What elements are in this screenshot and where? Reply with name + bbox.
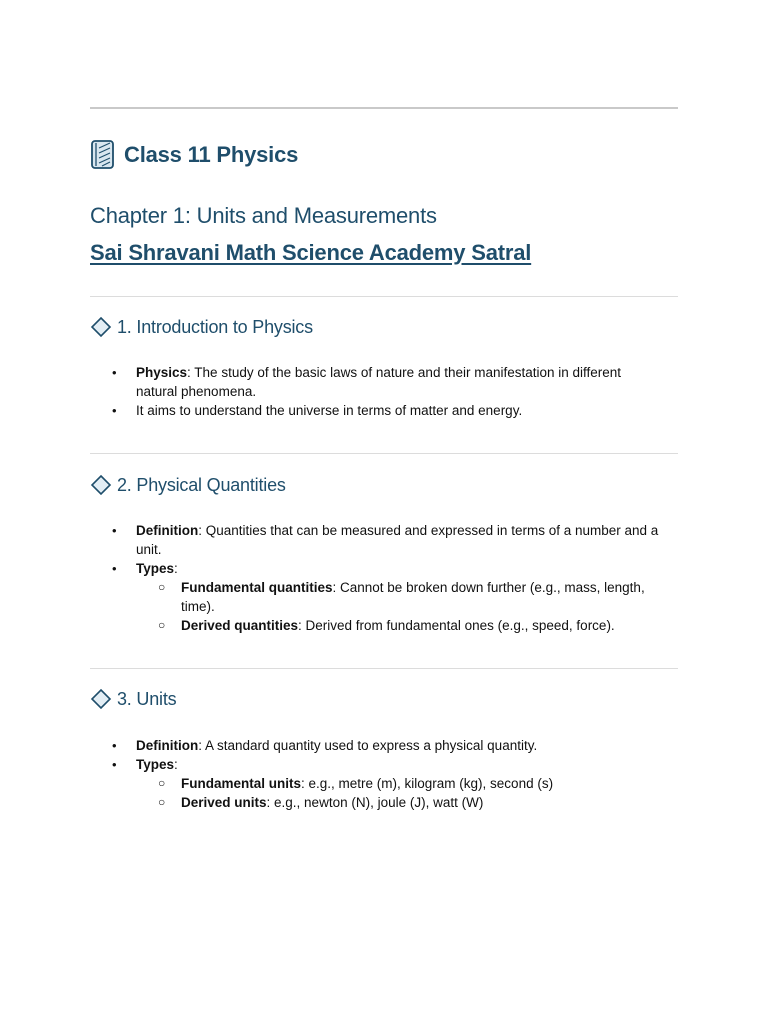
section-divider [90,453,678,454]
list-item-term: Physics [136,365,188,380]
bullet: • [112,365,117,380]
diamond-icon [90,688,112,710]
section-heading-3 [90,688,176,710]
list-item [90,521,678,559]
sub-bullet: ○ [158,776,166,790]
list-item [90,755,678,774]
section-1-list [90,363,678,420]
section-heading-2 [90,474,286,496]
list-item-term: Types [136,561,175,576]
sub-list-item [90,578,678,616]
list-item-text: : [174,561,178,576]
list-item-term: Definition [136,523,199,538]
list-item-text: : [174,757,178,772]
title-row [90,140,298,170]
list-item-term: Fundamental units [181,776,302,791]
section-divider [90,296,678,297]
list-item-term: Derived units [181,795,267,810]
list-item-text: : A standard quantity used to express a physical quantity. [198,738,538,753]
bullet: • [112,403,117,418]
list-item-term: Fundamental quantities [181,580,333,595]
sub-bullet: ○ [158,795,166,809]
sub-bullet: ○ [158,580,166,594]
sub-list-item [90,793,678,812]
section-heading-text: 2. Physical Quantities [117,474,286,495]
list-item-text: : Quantities that can be measured and expressed in terms of a number and a unit. [136,523,659,557]
chapter-heading: Chapter 1: Units and Measurements [90,203,437,228]
sub-list-item [90,616,678,635]
list-item-term: Definition [136,738,199,753]
bullet: • [112,738,117,753]
book-icon [90,140,116,170]
list-item-text: It aims to understand the universe in terms of matter and energy. [136,403,523,418]
sub-list-item [90,774,678,793]
academy-link[interactable]: Sai Shravani Math Science Academy Satral [90,240,532,265]
list-item-text: : e.g., newton (N), joule (J), watt (W) [266,795,484,810]
list-item-term: Derived quantities [181,618,299,633]
diamond-icon [90,316,112,338]
list-item [90,736,678,755]
list-item [90,401,678,420]
section-2-list [90,521,678,635]
sub-bullet: ○ [158,618,166,632]
list-item [90,363,678,401]
section-divider [90,668,678,669]
list-item-text: : Cannot be broken down further (e.g., mass, length, time). [181,580,645,614]
section-heading-text: 3. Units [117,688,177,709]
list-item-text: : The study of the basic laws of nature and their manifestation in different natural phenomena. [136,365,622,399]
list-item-text: : e.g., metre (m), kilogram (kg), second (s) [301,776,554,791]
section-3-list [90,736,678,812]
page-title: Class 11 Physics [124,142,299,167]
top-divider [90,107,678,109]
list-item-term: Types [136,757,175,772]
list-item-text: : Derived from fundamental ones (e.g., speed, force). [298,618,615,633]
list-item [90,559,678,578]
bullet: • [112,561,117,576]
section-heading-text: 1. Introduction to Physics [117,316,313,337]
bullet: • [112,523,117,538]
section-heading-1 [90,316,313,338]
bullet: • [112,757,117,772]
diamond-icon [90,474,112,496]
